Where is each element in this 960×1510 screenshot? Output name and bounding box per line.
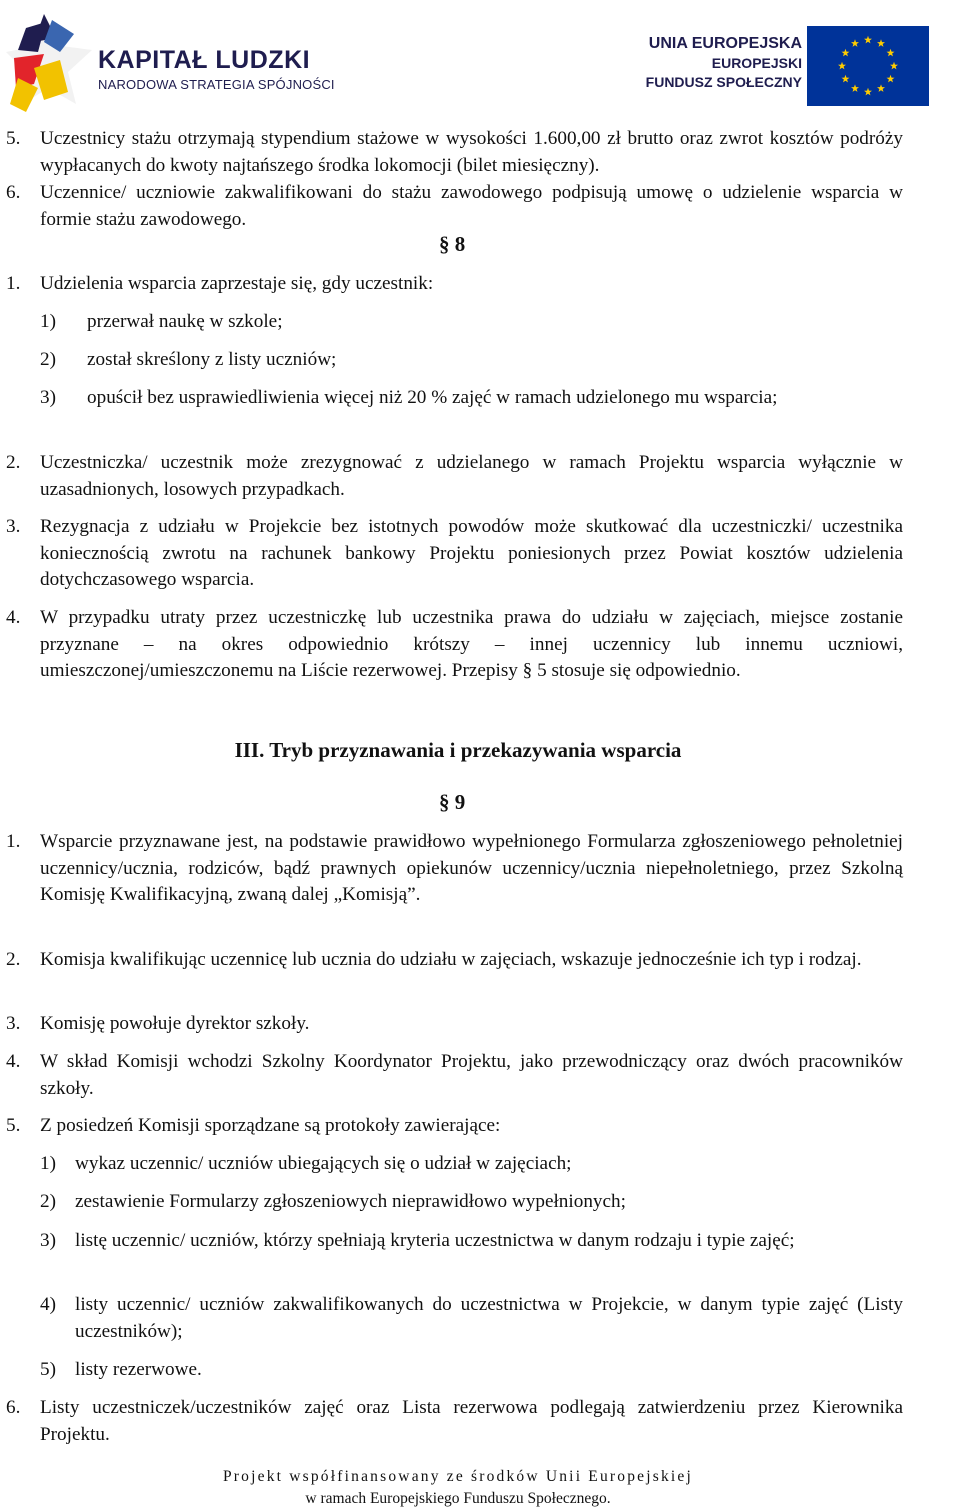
item-number: 4. — [6, 1051, 21, 1072]
item-text: Uczestnicy stażu otrzymają stypendium stażowe w wysokości 1.600,00 zł brutto oraz zwrot kosztów podróży wypłacanych do kwoty najtańszego środka lokomocji (bilet miesięczny). — [40, 128, 903, 176]
item-number: 3) — [40, 1230, 56, 1251]
item-number: 3. — [6, 516, 21, 537]
list-item — [6, 947, 903, 974]
paragraph-8-title: § 8 — [439, 232, 466, 256]
item-number: 3. — [6, 1013, 21, 1034]
page-footer — [0, 1466, 916, 1510]
item-text: Rezygnacja z udziału w Projekcie bez istotnych powodów może skutkować dla uczestniczki/ uczestnika koniecznością zwrotu na rachunek bankowy Projektu poniesionych przez Powiat kosztów udzielenia dotychczasowego wsparcia. — [40, 516, 903, 590]
list-item — [6, 1113, 903, 1140]
list-item — [6, 1011, 903, 1038]
item-number: 1) — [40, 311, 56, 332]
item-text: Uczestniczka/ uczestnik może zrezygnować z udzielanego w ramach Projektu wsparcia wyłącznie w uzasadnionych, losowych przypadkach. — [40, 452, 903, 500]
eu-logo-text — [612, 34, 802, 91]
sub-list-item — [40, 309, 903, 336]
item-text: Udzielenia wsparcia zaprzestaje się, gdy uczestnik: — [40, 273, 434, 294]
item-text: opuścił bez usprawiedliwienia więcej niż 20 % zajęć w ramach udzielonego mu wsparcia; — [87, 387, 778, 408]
kapital-ludzki-subtitle: NARODOWA STRATEGIA SPÓJNOŚCI — [98, 77, 335, 92]
eu-line3: FUNDUSZ SPOŁECZNY — [645, 74, 802, 90]
item-text: został skreślony z listy uczniów; — [87, 349, 337, 370]
list-item — [6, 1049, 903, 1102]
list-item — [6, 829, 903, 909]
item-text: wykaz uczennic/ uczniów ubiegających się o udział w zajęciach; — [75, 1153, 572, 1174]
item-text: zestawienie Formularzy zgłoszeniowych nieprawidłowo wypełnionych; — [75, 1191, 626, 1212]
item-number: 2. — [6, 452, 21, 473]
item-number: 6. — [6, 1397, 21, 1418]
item-text: Wsparcie przyznawane jest, na podstawie prawidłowo wypełnionego Formularza zgłoszeniowego pełnoletniej uczennicy/ucznia, rodziców, bądź prawnych opiekunów uczennicy/ucznia niepełnoletniego, przez Szkolną Komisję Kwalifikacyjną, zwaną dalej „Komisją”. — [40, 831, 903, 905]
item-number: 1. — [6, 831, 21, 852]
sub-list-item — [40, 385, 903, 412]
list-item — [6, 605, 903, 685]
item-text: W skład Komisji wchodzi Szkolny Koordynator Projektu, jako przewodniczący oraz dwóch pracowników szkoły. — [40, 1051, 903, 1099]
eu-flag-icon — [807, 26, 929, 106]
item-text: W przypadku utraty przez uczestniczkę lub uczestnika prawa do udziału w zajęciach, miejsce zostanie przyznane – na okres odpowiednio krótszy – innej uczennicy lub innemu uczniowi, umieszczonej/umieszczonemu na Liście rezerwowej. Przepisy § 5 stosuje się odpowiednio. — [40, 607, 903, 681]
item-number: 5. — [6, 128, 21, 149]
list-item — [6, 514, 903, 594]
footer-line2: w ramach Europejskiego Funduszu Społecznego. — [305, 1490, 611, 1507]
paragraph-9-title: § 9 — [439, 790, 466, 814]
item-text: listy uczennic/ uczniów zakwalifikowanych do uczestnictwa w Projekcie, w danym typie zajęć (Listy uczestników); — [75, 1294, 903, 1342]
list-item — [6, 1395, 903, 1448]
item-text: Komisja kwalifikując uczennicę lub ucznia do udziału w zajęciach, wskazuje jednocześnie ich typ i rodzaj. — [40, 949, 862, 970]
item-text: Uczennice/ uczniowie zakwalifikowani do stażu zawodowego podpisują umowę o udzielenie wsparcia w formie stażu zawodowego. — [40, 182, 903, 230]
list-item — [6, 450, 903, 503]
item-number: 1) — [40, 1153, 56, 1174]
item-text: Komisję powołuje dyrektor szkoły. — [40, 1013, 310, 1034]
item-text: listę uczennic/ uczniów, którzy spełniają kryteria uczestnictwa w danym rodzaju i typie zajęć; — [75, 1230, 795, 1251]
list-item — [6, 180, 903, 233]
item-number: 5) — [40, 1359, 56, 1380]
sub-list-item — [40, 347, 903, 374]
item-number: 5. — [6, 1115, 21, 1136]
sub-list-item — [40, 1228, 903, 1255]
sub-list-item — [40, 1151, 903, 1178]
sub-list-item — [40, 1357, 903, 1384]
page-header — [0, 0, 960, 120]
item-text: Z posiedzeń Komisji sporządzane są protokoły zawierające: — [40, 1115, 501, 1136]
item-number: 2) — [40, 1191, 56, 1212]
item-number: 4. — [6, 607, 21, 628]
list-item — [6, 126, 903, 179]
item-number: 6. — [6, 182, 21, 203]
kapital-ludzki-star-icon — [4, 8, 96, 118]
list-item — [6, 271, 903, 298]
item-text: listy rezerwowe. — [75, 1359, 202, 1380]
item-number: 2) — [40, 349, 56, 370]
item-text: przerwał naukę w szkole; — [87, 311, 283, 332]
item-number: 1. — [6, 273, 21, 294]
item-text: Listy uczestniczek/uczestników zajęć oraz Lista rezerwowa podlegają zatwierdzeniu przez Kierownika Projektu. — [40, 1397, 903, 1445]
section-title: III. Tryb przyznawania i przekazywania wsparcia — [234, 738, 682, 762]
eu-line2: EUROPEJSKI — [711, 55, 802, 71]
item-number: 2. — [6, 949, 21, 970]
sub-list-item — [40, 1189, 903, 1216]
item-number: 3) — [40, 387, 56, 408]
eu-line1: UNIA EUROPEJSKA — [648, 35, 802, 52]
sub-list-item — [40, 1292, 903, 1345]
item-number: 4) — [40, 1294, 56, 1315]
kapital-ludzki-title: KAPITAŁ LUDZKI — [98, 46, 311, 74]
footer-line1: Projekt współfinansowany ze środków Unii Europejskiej — [222, 1468, 694, 1485]
